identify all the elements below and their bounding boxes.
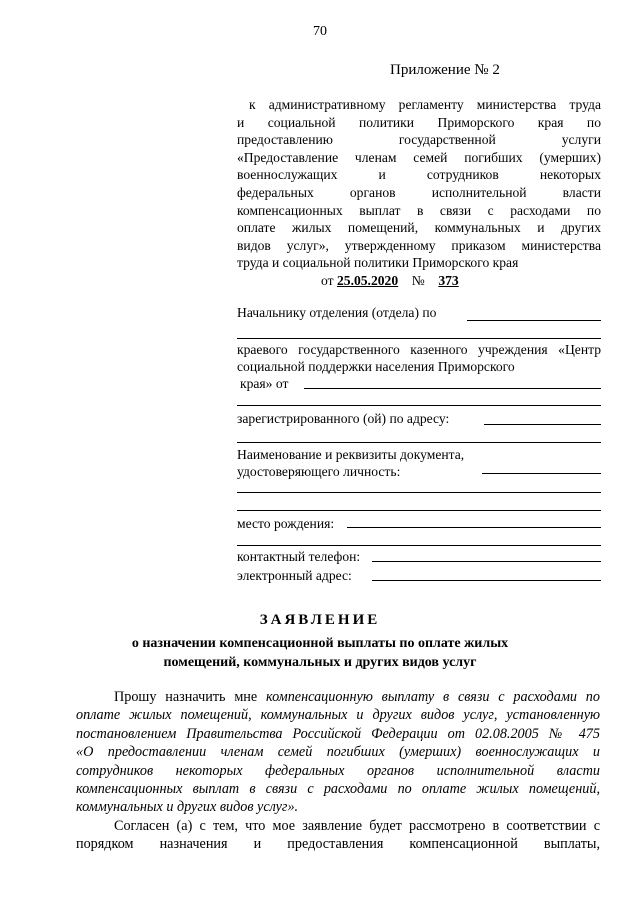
institution-line-2: социальной поддержки населения Приморского xyxy=(237,359,515,374)
body-line xyxy=(76,688,600,706)
statement-title: ЗАЯВЛЕНИЕ xyxy=(259,612,381,628)
body-line: Согласен (а) с тем, что мое заявление будет рассмотрено в соответствии с xyxy=(114,817,600,834)
body-line: постановлением Правительства Российской Федерации от 02.08.2005 № 475 xyxy=(76,725,600,742)
approval-line: предоставлению государственной услуги xyxy=(237,132,601,148)
approval-line: федеральных органов исполнительной власти xyxy=(237,184,601,200)
from-label: края» от xyxy=(240,376,289,391)
body-line: компенсационных выплат в связи с расходами по оплате жилых помещений, xyxy=(76,781,600,798)
document-label-2: удостоверяющего личность: xyxy=(237,464,401,479)
approval-number: 373 xyxy=(438,272,459,288)
email-label: электронный адрес: xyxy=(237,568,352,583)
date-prefix: от xyxy=(321,272,334,288)
approval-line: и социальной политики Приморского края по xyxy=(237,114,601,130)
body-line: сотрудников некоторых федеральных органов исполнительной власти xyxy=(76,762,600,779)
birthplace-field[interactable] xyxy=(347,527,601,528)
to-head-field[interactable] xyxy=(467,320,601,321)
statement-subtitle-1: о назначении компенсационной выплаты по оплате жилых xyxy=(131,636,509,651)
body-text: Прошу назначить мне xyxy=(114,689,267,705)
department-field[interactable] xyxy=(237,338,601,339)
body-line: оплате жилых помещений, коммунальных и других видов услуг, установленную xyxy=(76,707,600,724)
email-field[interactable] xyxy=(372,580,601,581)
approval-date-line xyxy=(237,272,601,290)
page-number: 70 xyxy=(313,24,327,39)
applicant-name-field-2[interactable] xyxy=(237,405,601,406)
birthplace-field-2[interactable] xyxy=(237,545,601,546)
approval-line: «Предоставление членам семей погибших (умерших) xyxy=(237,149,601,165)
address-field[interactable] xyxy=(484,424,601,425)
address-field-2[interactable] xyxy=(237,442,601,443)
approval-line: оплате жилых помещений, коммунальных и других xyxy=(237,220,601,236)
document-field-2[interactable] xyxy=(237,492,601,493)
document-field[interactable] xyxy=(482,473,601,474)
document-field-3[interactable] xyxy=(237,510,601,511)
statement-subtitle-2: помещений, коммунальных и других видов услуг xyxy=(163,655,477,670)
approval-line: видов услуг», утвержденному приказом министерства xyxy=(237,237,601,253)
appendix-title: Приложение № 2 xyxy=(390,62,500,78)
phone-label: контактный телефон: xyxy=(237,549,361,564)
body-line: «О предоставлении членам семей погибших (умерших) военнослужащих и xyxy=(76,744,600,761)
statement-body xyxy=(76,688,600,854)
institution-line-1: краевого государственного казенного учреждения «Центр xyxy=(237,342,601,357)
to-head-label: Начальнику отделения (отдела) по xyxy=(237,305,437,320)
approval-block xyxy=(237,96,601,290)
approval-date: 25.05.2020 xyxy=(336,272,399,288)
body-line: коммунальных и других видов услуг». xyxy=(76,799,299,816)
phone-field[interactable] xyxy=(372,561,601,562)
document-label-1: Наименование и реквизиты документа, xyxy=(237,447,465,462)
body-line: порядком назначения и предоставления компенсационной выплаты, xyxy=(76,836,600,853)
number-sign: № xyxy=(411,272,425,288)
address-label: зарегистрированного (ой) по адресу: xyxy=(237,411,450,426)
approval-line: труда и социальной политики Приморского края xyxy=(237,255,519,271)
approval-line: к административному регламенту министерства труда xyxy=(249,97,601,112)
approval-line: компенсационных выплат в связи с расходами по xyxy=(237,202,601,218)
birthplace-label: место рождения: xyxy=(237,516,335,531)
approval-line: военнослужащих и сотрудников некоторых xyxy=(237,167,601,183)
body-italic: компенсационную выплату в связи с расходами по xyxy=(266,689,600,705)
applicant-name-field[interactable] xyxy=(304,388,601,389)
